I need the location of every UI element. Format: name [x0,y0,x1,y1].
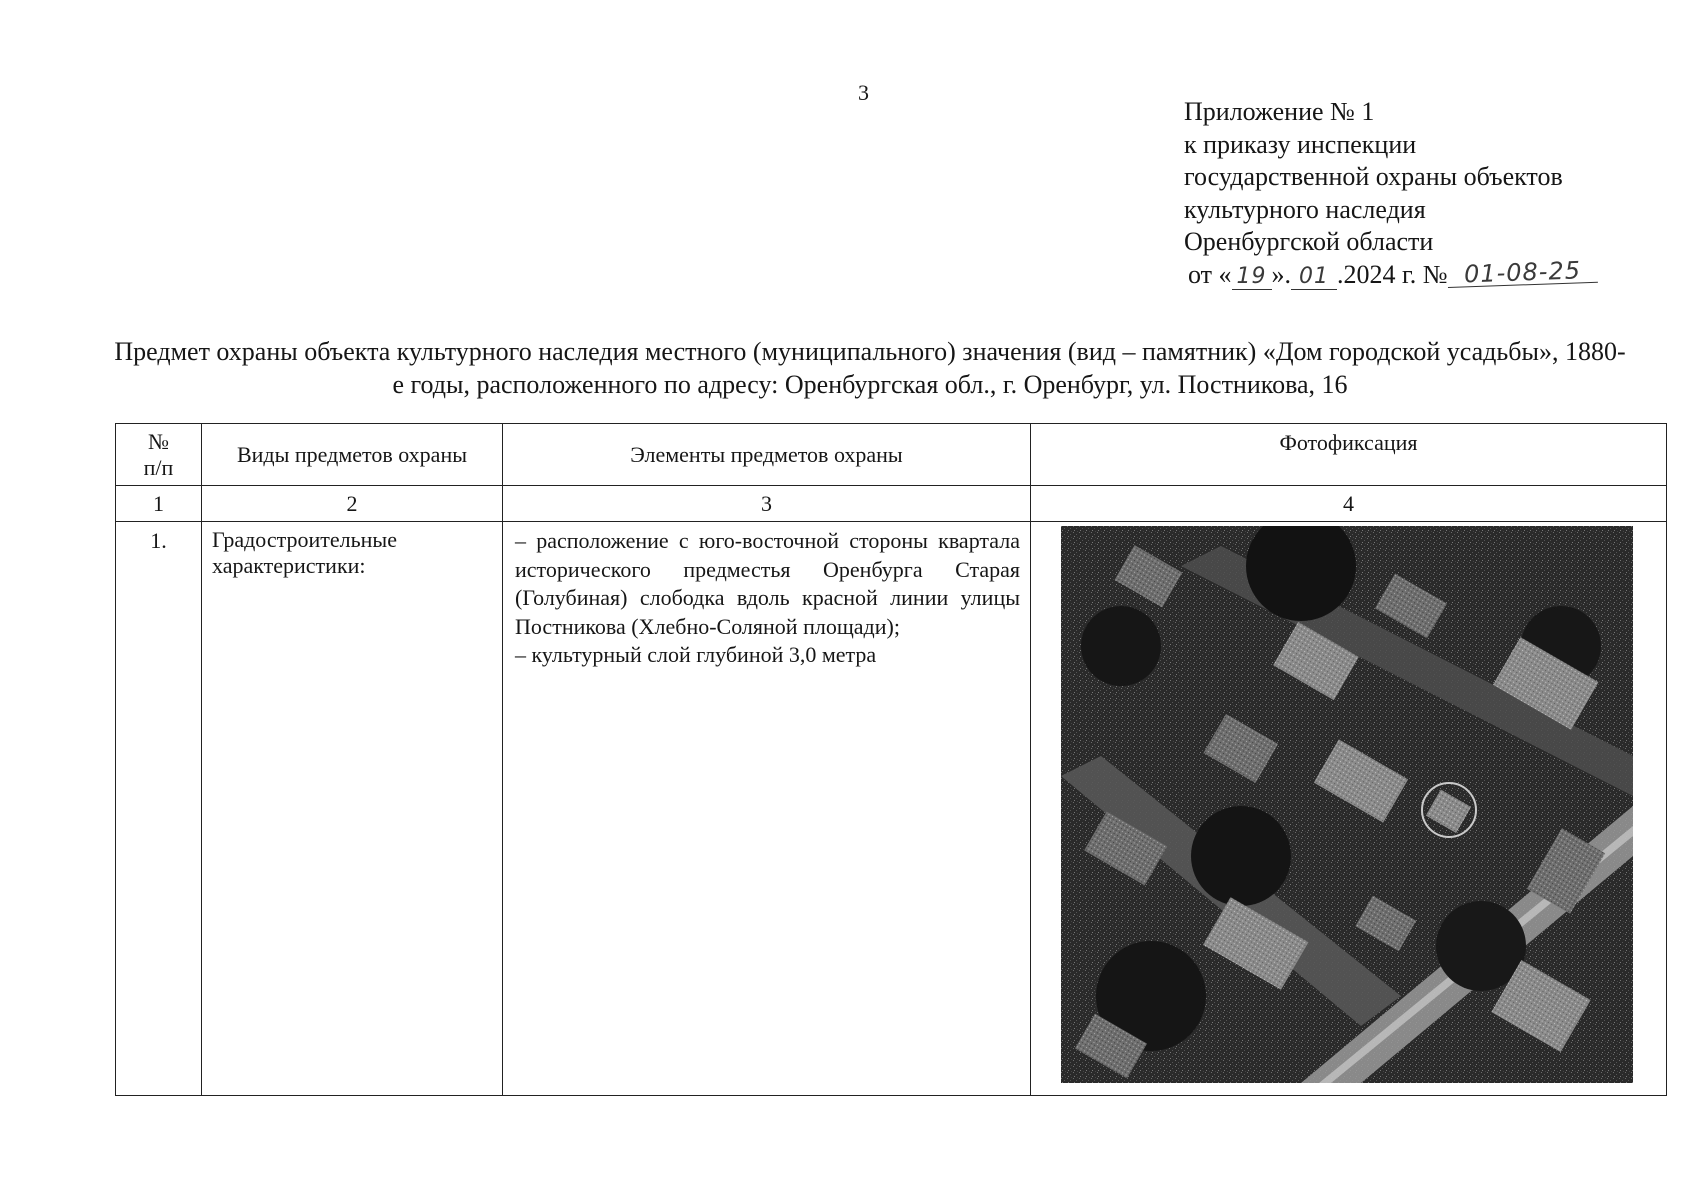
page-number: 3 [858,80,869,105]
table-header-row [116,424,1667,486]
element-item: – расположение с юго-восточной стороны квартала исторического предместья Оренбурга Старая (Голубиная) слободка вдоль красной линии улицы Постникова (Хлебно-Соляной площади); [515,528,1020,639]
row-elements [503,522,1031,1096]
table-row [116,522,1667,1096]
appendix-block [1184,96,1598,291]
handwritten-month: 01 [1291,265,1337,290]
appendix-line: к приказу инспекции [1184,129,1417,159]
header-kinds: Виды предметов охраны [202,424,503,486]
appendix-date-line [1188,255,1598,292]
column-number: 3 [503,486,1031,522]
appendix-line: культурного наследия [1184,194,1426,224]
date-year: .2024 г. № [1337,259,1448,289]
header-number-label: № п/п [143,428,174,480]
header-number [116,424,202,486]
date-prefix: от « [1188,259,1232,289]
handwritten-order-number: 01-08-25 [1447,257,1598,287]
header-photo: Фотофиксация [1031,424,1667,486]
header-elements: Элементы предметов охраны [503,424,1031,486]
aerial-photo-image [1061,526,1633,1083]
aerial-photo [1061,526,1633,1083]
row-kind: Градостроительные характеристики: [202,522,503,1096]
row-number: 1. [116,522,202,1096]
column-number-row [116,486,1667,522]
row-photo-cell [1031,522,1667,1096]
element-item: – культурный слой глубиной 3,0 метра [515,642,877,667]
protection-table [115,423,1667,1096]
column-number: 4 [1031,486,1667,522]
date-separator: ». [1271,259,1292,289]
appendix-line: Приложение № 1 [1184,97,1375,126]
column-number: 2 [202,486,503,522]
column-number: 1 [116,486,202,522]
appendix-line: государственной охраны объектов [1184,162,1563,191]
appendix-line: Оренбургской области [1184,227,1434,256]
document-title: Предмет охраны объекта культурного наследия местного (муниципального) значения (вид – памятник) «Дом городской усадьбы», 1880-е годы, расположенного по адресу: Оренбургская обл., г. Оренбург, ул. Постникова, 16 [114,337,1626,399]
handwritten-day: 19 [1232,265,1272,290]
